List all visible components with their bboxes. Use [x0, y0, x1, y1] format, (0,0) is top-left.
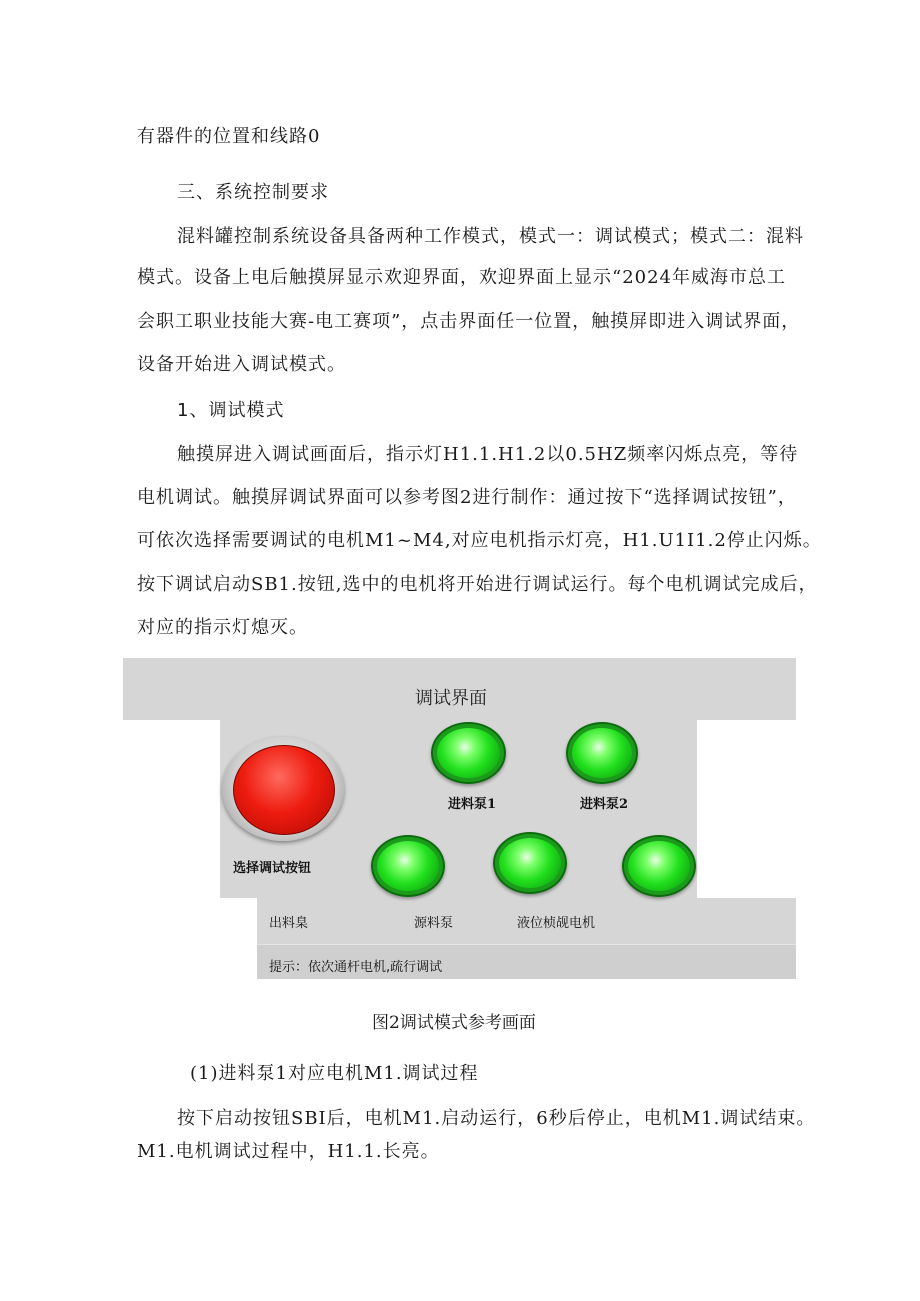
figure-caption: 图2调试模式参考画面: [372, 1013, 536, 1033]
paragraph-line: 可依次选择需要调试的电机M1~M4,对应电机指示灯亮，H1.U1I1.2停止闪烁。: [137, 530, 822, 551]
paragraph-line: 混料罐控制系统设备具备两种工作模式，模式一：调试模式；模式二：混料: [177, 226, 804, 247]
select-debug-button[interactable]: [233, 745, 335, 835]
lamp-label: 出料臬: [269, 916, 309, 931]
screen-title: 调试界面: [415, 688, 487, 709]
lamp-indicator-source-pump: [493, 832, 567, 894]
hint-text: 提示：依次通杆电机,疏行调试: [269, 960, 443, 975]
lamp-label: 进料泵1: [448, 797, 497, 812]
item-heading: (1)进料泵1对应电机M1.调试过程: [190, 1063, 479, 1084]
paragraph-line: 对应的指示灯熄灭。: [137, 617, 308, 638]
paragraph-line: 电机调试。触摸屏调试界面可以参考图2进行制作：通过按下“选择调试按钮”，: [137, 487, 797, 508]
sub-heading: 1、调试模式: [177, 400, 285, 421]
lamp-indicator-discharge-pump: [371, 835, 445, 897]
paragraph-line: M1.电机调试过程中，H1.1.长亮。: [137, 1141, 440, 1162]
intro-tail-text: 有器件的位置和线路0: [137, 126, 321, 147]
lamp-label: 进料泵2: [580, 797, 629, 812]
paragraph-line: 按下启动按钮SBI后，电机M1.启动运行，6秒后停止，电机M1.调试结束。: [177, 1108, 816, 1129]
lamp-label: 液位桢觇电机: [517, 916, 596, 931]
lamp-indicator-level-motor: [622, 835, 696, 897]
lamp-label: 源料泵: [414, 916, 454, 931]
paragraph-line: 触摸屏进入调试画面后，指示灯H1.1.H1.2以0.5HZ频率闪烁点亮，等待: [177, 444, 799, 465]
section-heading: 三、系统控制要求: [177, 182, 329, 203]
lamp-indicator-feed-pump-1: [431, 722, 506, 784]
paragraph-line: 会职工职业技能大赛-电工赛项”，点击界面任一位置，触摸屏即进入调试界面，: [137, 311, 801, 332]
paragraph-line: 模式。设备上电后触摸屏显示欢迎界面，欢迎界面上显示“2024年威海市总工: [137, 267, 787, 288]
lamp-indicator-feed-pump-2: [566, 722, 638, 784]
select-button-label: 选择调试按钮: [233, 861, 312, 876]
paragraph-line: 设备开始进入调试模式。: [137, 354, 346, 375]
paragraph-line: 按下调试启动SB1.按钮,选中的电机将开始进行调试运行。每个电机调试完成后，: [137, 574, 818, 595]
